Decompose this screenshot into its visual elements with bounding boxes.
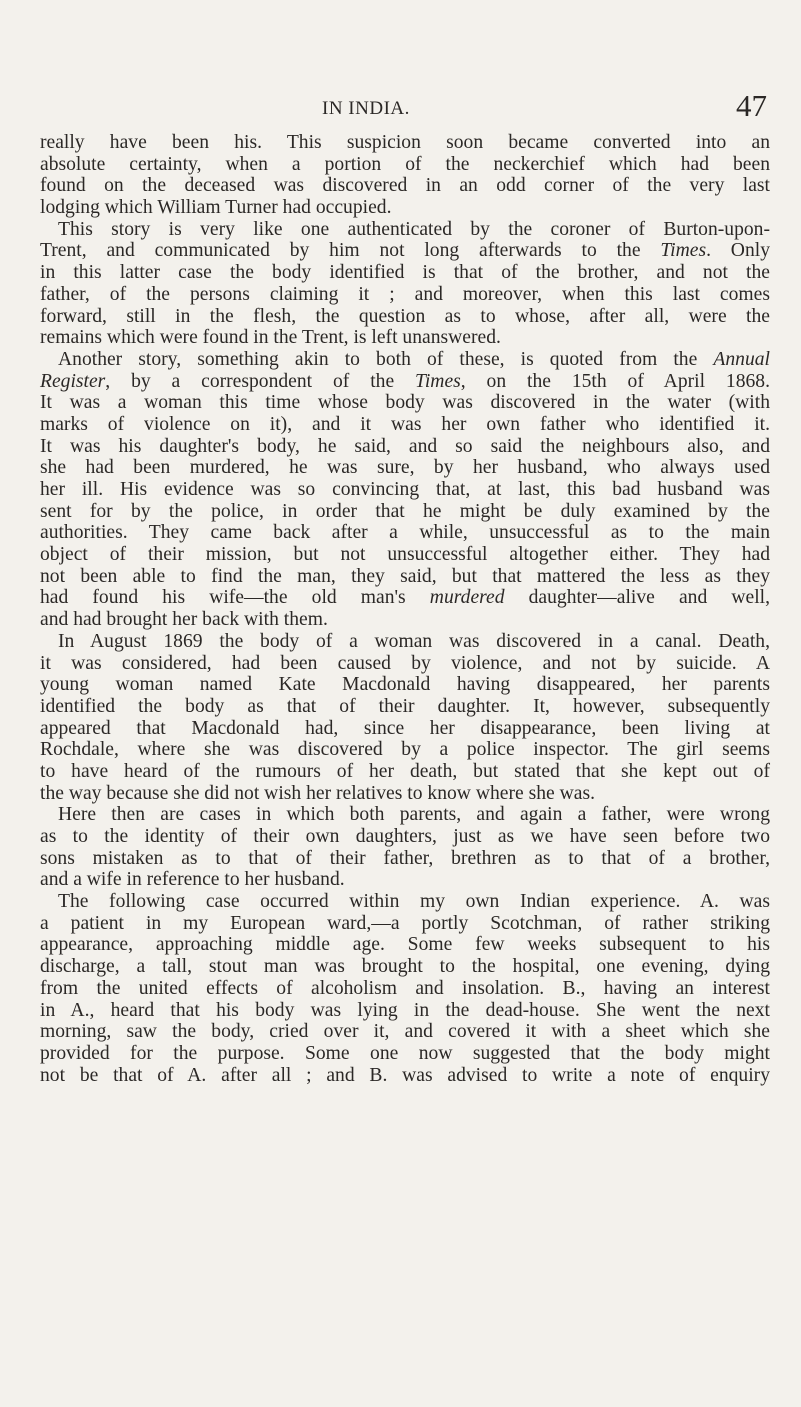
text-line: sent for by the police, in order that he might be duly examined by the <box>40 500 770 522</box>
text-line: This story is very like one authenticated by the coroner of Burton-upon- <box>58 218 770 240</box>
text-line: identified the body as that of their daughter. It, however, subsequently <box>40 695 770 717</box>
text-line: it was considered, had been caused by violence, and not by suicide. A <box>40 652 770 674</box>
text-line: in this latter case the body identified is that of the brother, and not the <box>40 262 770 284</box>
text-line: from the united effects of alcoholism and insolation. B., having an interest <box>40 977 770 999</box>
text-line: she had been murdered, he was sure, by her husband, who always used <box>40 457 770 479</box>
text-line: forward, still in the flesh, the question as to whose, after all, were the <box>40 305 770 327</box>
text-line: It was his daughter's body, he said, and so said the neighbours also, and <box>40 435 770 457</box>
text-line: appearance, approaching middle age. Some few weeks subsequent to his <box>40 934 770 956</box>
text-line: morning, saw the body, cried over it, and covered it with a sheet which she <box>40 1021 770 1043</box>
text-line: father, of the persons claiming it ; and moreover, when this last comes <box>40 283 770 305</box>
text-line: Here then are cases in which both parents, and again a father, were wrong <box>58 804 770 826</box>
text-line: not be that of A. after all ; and B. was advised to write a note of enquiry <box>40 1064 770 1086</box>
text-line: Another story, something akin to both of these, is quoted from the Annual <box>58 348 770 370</box>
text-line: as to the identity of their own daughters, just as we have seen before two <box>40 826 770 847</box>
text-line: to have heard of the rumours of her death, but stated that she kept out of <box>40 760 770 782</box>
text-line: It was a woman this time whose body was discovered in the water (with <box>40 392 770 414</box>
text-line: and had brought her back with them. <box>40 609 328 631</box>
text-line: young woman named Kate Macdonald having disappeared, her parents <box>40 674 770 696</box>
text-line: marks of violence on it), and it was her own father who identified it. <box>40 413 770 435</box>
text-line: found on the deceased was discovered in an odd corner of the very last <box>40 175 770 197</box>
text-line: authorities. They came back after a while, unsuccessful as to the main <box>40 522 770 544</box>
text-line: discharge, a tall, stout man was brought to the hospital, one evening, dying <box>40 956 770 978</box>
text-line: absolute certainty, when a portion of the neckerchief which had been <box>40 153 770 175</box>
text-line: had found his wife—the old man's murdered daughter—alive and well, <box>40 587 770 609</box>
text-line: remains which were found in the Trent, is left unanswered. <box>40 327 501 349</box>
text-line: lodging which William Turner had occupied. <box>40 197 392 219</box>
text-line: appeared that Macdonald had, since her disappearance, been living at <box>40 717 770 739</box>
text-line: Rochdale, where she was discovered by a police inspector. The girl seems <box>40 739 770 761</box>
text-line: Trent, and communicated by him not long afterwards to the Times. Only <box>40 240 770 262</box>
running-title: IN INDIA. <box>322 98 410 119</box>
text-line: in A., heard that his body was lying in the dead-house. She went the next <box>40 999 770 1021</box>
running-head <box>0 88 801 128</box>
text-line: her ill. His evidence was so convincing that, at last, this bad husband was <box>40 479 770 500</box>
text-line: and a wife in reference to her husband. <box>40 869 345 891</box>
text-line: In August 1869 the body of a woman was discovered in a canal. Death, <box>58 630 770 652</box>
text-line: object of their mission, but not unsuccessful altogether either. They had <box>40 544 770 566</box>
text-line: provided for the purpose. Some one now suggested that the body might <box>40 1042 770 1064</box>
page-number: 47 <box>736 88 767 123</box>
body-text <box>40 132 770 1086</box>
text-line: the way because she did not wish her relatives to know where she was. <box>40 782 595 804</box>
text-line: not been able to find the man, they said, but that mattered the less as they <box>40 565 770 587</box>
text-line: Register, by a correspondent of the Times, on the 15th of April 1868. <box>40 370 770 392</box>
text-line: really have been his. This suspicion soon became converted into an <box>40 132 770 153</box>
text-line: The following case occurred within my own Indian experience. A. was <box>58 891 770 913</box>
text-line: sons mistaken as to that of their father, brethren as to that of a brother, <box>40 847 770 869</box>
text-line: a patient in my European ward,—a portly Scotchman, of rather striking <box>40 912 770 934</box>
